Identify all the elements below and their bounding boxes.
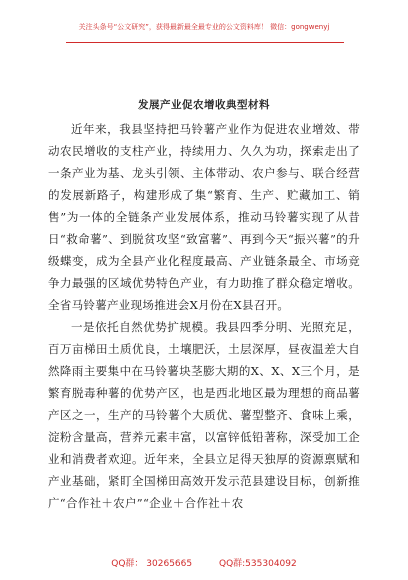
qq-footer — [0, 556, 408, 569]
header-divider — [66, 42, 344, 43]
document-body — [48, 118, 360, 514]
qq-group-1: QQ群： 30265665 — [111, 559, 193, 569]
paragraph-scale: 一是依托自然优势扩规模。我县四季分明、光照充足，百万亩梯田土质优良，土壤肥沃，土层深厚，昼夜温差大自然降雨主要集中在马铃薯块茎膨大期的X、X、X三个月，是繁育脱毒种薯的优势产区，也是西北地区最为理想的商品薯产区之一，生产的马铃薯个大质优、薯型整齐、食味上乘，淀粉含量高，营养元素丰富，以富锌低铅著称，深受加工企业和消费者欢迎。近年来，全县立足得天独厚的资源禀赋和产业基础，紧盯全国梯田高效开发示范县建设目标，创新推广“合作社＋农户”“企业＋合作社＋农 — [48, 320, 360, 510]
paragraph-intro: 近年来，我县坚持把马铃薯产业作为促进农业增效、带动农民增收的支柱产业，持续用力、久久为功，探索走出了一条产业为基、龙头引领、主体带动、农户参与、联合经营的发展新路子，构建形成了集“繁育、生产、贮藏加工、销售”为一体的全链条产业发展体系，推动马铃薯实现了从昔日“救命薯”、到脱贫攻坚“致富薯”、再到今天“振兴薯”的升级蝶变，成为全县产业化程度最高、产业链条最全、市场竞争力最强的区域优势特色产业，有力助推了群众稳定增收。全省马铃薯产业现场推进会X月份在X县召开。 — [48, 122, 360, 312]
promo-header: 关注头条号“公文研究”，获得最新最全最专业的公文资料库！ 微信：gongwenyj — [78, 23, 330, 31]
document-title: 发展产业促农增收典型材料 — [138, 99, 270, 111]
qq-group-2: QQ群:535304092 — [218, 559, 297, 569]
